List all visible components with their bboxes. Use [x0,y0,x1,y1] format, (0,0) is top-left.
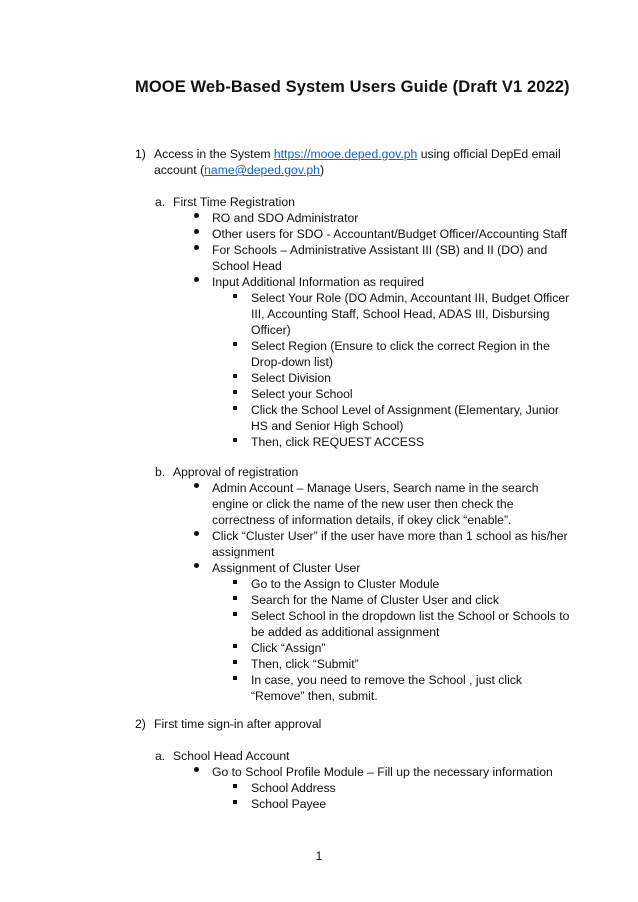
subsection-1a-marker: a. [155,195,166,209]
section-1-line-2 [154,162,324,178]
bullet-dot-icon [194,531,199,536]
account-text-post: ) [319,163,325,177]
section-1-text-pre: Access in the System [154,147,274,161]
list-item: For Schools – Administrative Assistant III (SB) and II (DO) and [212,243,548,257]
bullet-square-icon [233,390,237,394]
account-text-pre: account ( [154,163,205,177]
bullet-square-icon [233,342,237,346]
section-1-text-post: using official DepEd email [417,147,561,161]
sub-list-item: Select your School [251,387,353,401]
sub-list-item: Search for the Name of Cluster User and click [251,593,499,607]
sub-list-item-continuation: be added as additional assignment [251,625,440,639]
bullet-square-icon [233,612,237,616]
bullet-dot-icon [194,277,199,282]
bullet-dot-icon [194,563,199,568]
sub-list-item: Click the School Level of Assignment (Elementary, Junior [251,403,559,417]
subsection-1b-heading: Approval of registration [173,465,299,479]
subsection-2a-marker: a. [155,749,166,763]
bullet-square-icon [233,438,237,442]
bullet-dot-icon [194,213,199,218]
subsection-1b-marker: b. [155,465,166,479]
bullet-dot-icon [194,483,199,488]
section-1-number: 1) [135,147,146,161]
section-2-heading: First time sign-in after approval [154,717,322,731]
list-item: Input Additional Information as required [212,275,425,289]
section-1-line-1 [154,146,561,162]
list-item-continuation: engine or click the name of the new user then check the [212,497,514,511]
bullet-square-icon [233,644,237,648]
list-item: Go to School Profile Module – Fill up the necessary information [212,765,553,779]
bullet-square-icon [233,374,237,378]
bullet-square-icon [233,294,237,298]
sub-list-item-continuation: III, Accounting Staff, School Head, ADAS III, Disbursing [251,307,550,321]
list-item: RO and SDO Administrator [212,211,359,225]
list-item: Other users for SDO - Accountant/Budget Officer/Accounting Staff [212,227,568,241]
system-url-link[interactable]: https://mooe.deped.gov.ph [273,147,418,161]
bullet-square-icon [233,580,237,584]
sub-list-item: Select School in the dropdown list the School or Schools to [251,609,570,623]
sub-list-item: Click “Assign” [251,641,326,655]
bullet-square-icon [233,676,237,680]
bullet-square-icon [233,660,237,664]
list-item: Admin Account – Manage Users, Search name in the search [212,481,539,495]
sub-list-item: School Address [251,781,336,795]
bullet-square-icon [233,596,237,600]
sub-list-item: In case, you need to remove the School , just click [251,673,522,687]
bullet-square-icon [233,800,237,804]
sub-list-item: Go to the Assign to Cluster Module [251,577,440,591]
subsection-1a-heading: First Time Registration [173,195,295,209]
sub-list-item: Then, click REQUEST ACCESS [251,435,425,449]
document-title: MOOE Web-Based System Users Guide (Draft V1 2022) [135,78,570,96]
bullet-dot-icon [194,767,199,772]
list-item-continuation: correctness of information details, if okey click “enable”. [212,513,512,527]
bullet-square-icon [233,406,237,410]
list-item-continuation: assignment [212,545,275,559]
list-item: Click “Cluster User” if the user have more than 1 school as his/her [212,529,568,543]
bullet-dot-icon [194,229,199,234]
sub-list-item-continuation: “Remove” then, submit. [251,689,378,703]
sub-list-item-continuation: Officer) [251,323,291,337]
sub-list-item: Select Your Role (DO Admin, Accountant III, Budget Officer [251,291,570,305]
bullet-dot-icon [194,245,199,250]
email-example-link[interactable]: name@deped.gov.ph [204,163,320,177]
list-item-continuation: School Head [212,259,282,273]
bullet-square-icon [233,784,237,788]
list-item: Assignment of Cluster User [212,561,361,575]
sub-list-item-continuation: Drop-down list) [251,355,333,369]
sub-list-item: Then, click “Submit” [251,657,359,671]
sub-list-item: Select Region (Ensure to click the correct Region in the [251,339,550,353]
page-number: 1 [315,849,323,863]
subsection-2a-heading: School Head Account [173,749,290,763]
section-2-number: 2) [135,717,146,731]
sub-list-item-continuation: HS and Senior High School) [251,419,404,433]
sub-list-item: Select Division [251,371,331,385]
sub-list-item: School Payee [251,797,327,811]
